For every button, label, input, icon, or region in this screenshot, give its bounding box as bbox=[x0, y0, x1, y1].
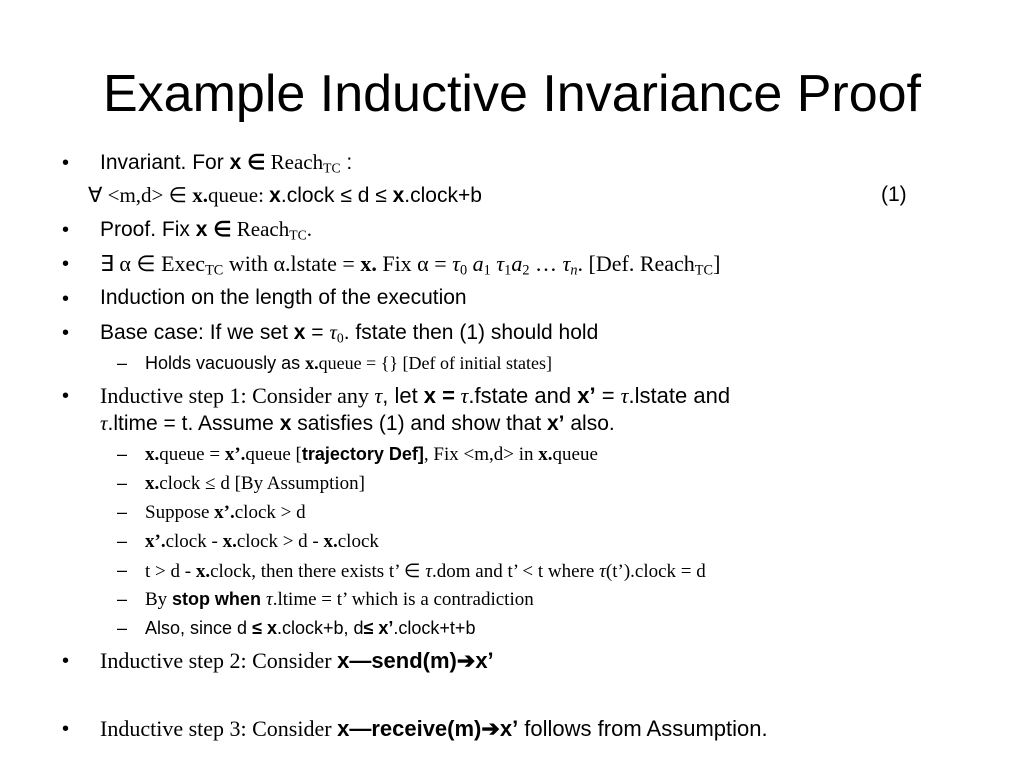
arrow-icon: ➔ bbox=[481, 716, 500, 741]
clock-difference-line: x’.clock - x.clock > d - x.clock bbox=[145, 531, 379, 552]
bullet: • bbox=[62, 288, 70, 310]
dash: – bbox=[117, 502, 128, 522]
bullet: • bbox=[62, 322, 70, 344]
also-since-line: Also, since d ≤ x.clock+b, d≤ x’.clock+t+b bbox=[145, 618, 476, 638]
inductive-step-1-cont: τ.ltime = t. Assume x satisfies (1) and show that x’ also. bbox=[100, 411, 615, 435]
inductive-step-3-line: Inductive step 3: Consider x—receive(m)➔x’ follows from Assumption. bbox=[100, 716, 768, 741]
equation-label: (1) bbox=[881, 183, 907, 206]
suppose-line: Suppose x’.clock > d bbox=[145, 502, 306, 523]
bullet: • bbox=[62, 650, 70, 672]
queue-equality-line: x.queue = x’.queue [trajectory Def], Fix <m,d> in x.queue bbox=[145, 444, 598, 465]
invariant-formula: ∀ <m,d> ∈ x.queue: x.clock ≤ d ≤ x.clock+b bbox=[88, 183, 482, 207]
bullet: • bbox=[62, 152, 70, 174]
dash: – bbox=[117, 589, 128, 609]
bullet: • bbox=[62, 219, 70, 241]
clock-assumption-line: x.clock ≤ d [By Assumption] bbox=[145, 473, 365, 494]
base-case-line: Base case: If we set $x = \tau_0$. fstate then (1) should hold bbox=[100, 320, 599, 346]
execution-line: ∃ α ∈ Exec$_{TC}$ with α.lstate = x. Fix $\alpha = \tau_0$ $a_1$ $\tau_1a_2$ … $\tau_n$. [Def. Reach$_{TC}$] bbox=[100, 251, 721, 279]
bullet: • bbox=[62, 385, 70, 407]
slide-title: Example Inductive Invariance Proof bbox=[103, 65, 921, 123]
stop-when-line: By stop when τ.ltime = t’ which is a contradiction bbox=[145, 589, 534, 610]
invariant-line: Invariant. For x ∈ Reach$_{TC}$ : bbox=[100, 150, 353, 176]
induction-line: Induction on the length of the execution bbox=[100, 286, 467, 309]
vacuous-line: Holds vacuously as x.queue = {} [Def of initial states] bbox=[145, 353, 552, 373]
exists-line: t > d - x.clock, then there exists t’ ∈ τ.dom and t’ < t where τ(t’).clock = d bbox=[145, 561, 706, 582]
dash: – bbox=[117, 473, 128, 493]
dash: – bbox=[117, 618, 128, 638]
dash: – bbox=[117, 531, 128, 551]
inductive-step-1-line: Inductive step 1: Consider any τ, let x = τ.fstate and x’ = τ.lstate and bbox=[100, 383, 731, 408]
inductive-step-2-line: Inductive step 2: Consider x—send(m)➔x’ bbox=[100, 648, 494, 673]
arrow-icon: ➔ bbox=[456, 648, 476, 673]
bullet: • bbox=[62, 718, 70, 740]
dash: – bbox=[117, 560, 128, 580]
dash: – bbox=[117, 444, 128, 464]
proof-line: Proof. Fix x ∈ Reach$_{TC}$. bbox=[100, 217, 312, 243]
bullet: • bbox=[62, 253, 70, 275]
dash: – bbox=[117, 353, 128, 373]
